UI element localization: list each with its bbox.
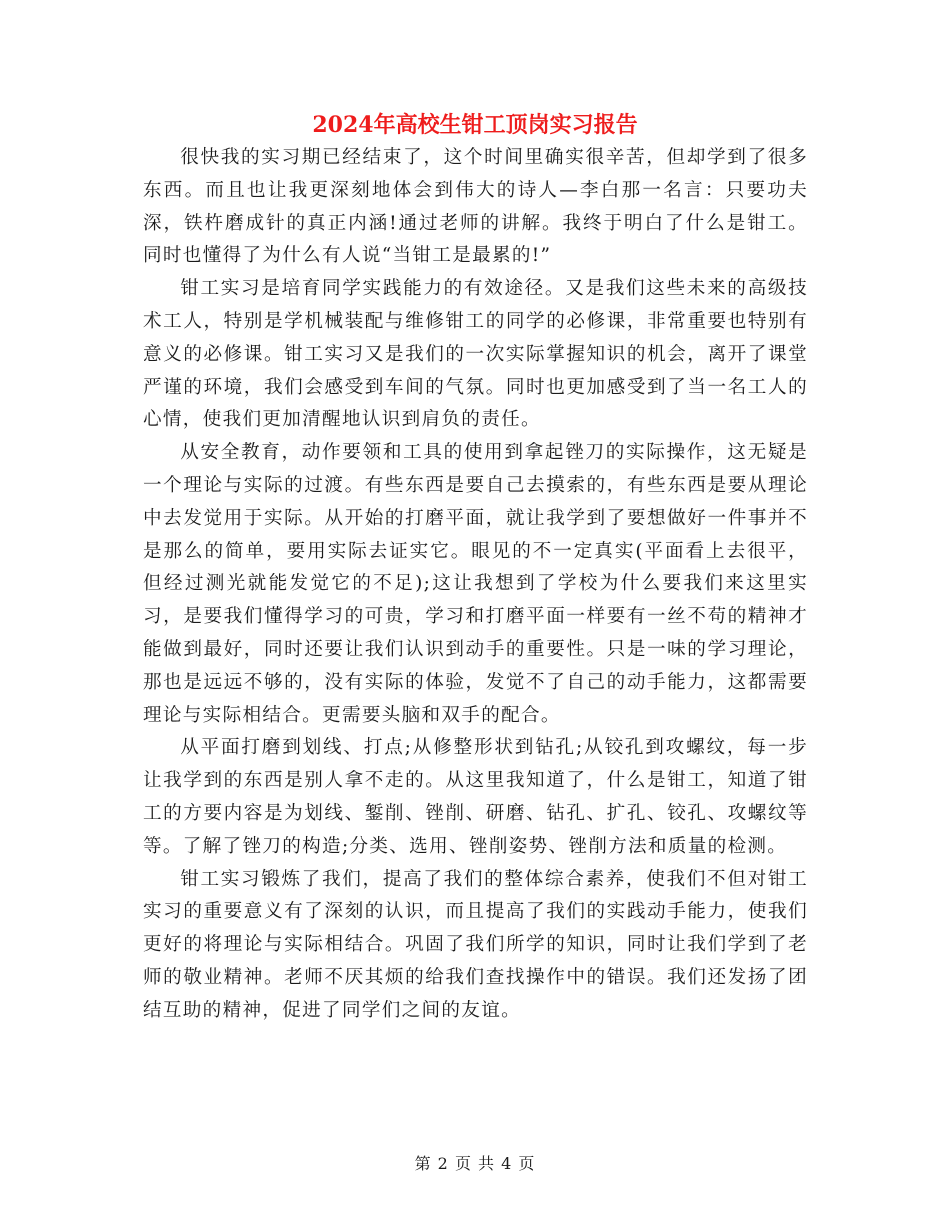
page-number-footer: 第 2 页 共 4 页 — [414, 1154, 536, 1173]
document-body — [143, 142, 808, 1028]
paragraph: 从平面打磨到划线、打点;从修整形状到钻孔;从铰孔到攻螺纹，每一步让我学到的东西是别人拿不走的。从这里我知道了，什么是钳工，知道了钳工的方要内容是为划线、錾削、锉削、研磨、钻孔、扩孔、铰孔、攻螺纹等等。了解了锉刀的构造;分类、选用、锉削姿势、锉削方法和质量的检测。 — [143, 737, 808, 857]
paragraph: 很快我的实习期已经结束了，这个时间里确实很辛苦，但却学到了很多东西。而且也让我更深刻地体会到伟大的诗人—李白那一名言：只要功夫深，铁杵磨成针的真正内涵!通过老师的讲解。我终于明白了什么是钳工。同时也懂得了为什么有人说“当钳工是最累的!” — [143, 147, 808, 267]
paragraph: 钳工实习锻炼了我们，提高了我们的整体综合素养，使我们不但对钳工实习的重要意义有了深刻的认识，而且提高了我们的实践动手能力，使我们更好的将理论与实际相结合。巩固了我们所学的知识，同时让我们学到了老师的敬业精神。老师不厌其烦的给我们查找操作中的错误。我们还发扬了团结互助的精神，促进了同学们之间的友谊。 — [143, 868, 808, 1021]
paragraph: 从安全教育，动作要领和工具的使用到拿起锉刀的实际操作，这无疑是一个理论与实际的过渡。有些东西是要自己去摸索的，有些东西是要从理论中去发觉用于实际。从开始的打磨平面，就让我学到了要想做好一件事并不是那么的简单，要用实际去证实它。眼见的不一定真实(平面看上去很平，但经过测光就能发觉它的不足);这让我想到了学校为什么要我们来这里实习，是要我们懂得学习的可贵，学习和打磨平面一样要有一丝不苟的精神才能做到最好，同时还要让我们认识到动手的重要性。只是一味的学习理论，那也是远远不够的，没有实际的体验，发觉不了自己的动手能力，这都需要理论与实际相结合。更需要头脑和双手的配合。 — [143, 442, 808, 726]
paragraph: 钳工实习是培育同学实践能力的有效途径。又是我们这些未来的高级技术工人，特别是学机械装配与维修钳工的同学的必修课，非常重要也特别有意义的必修课。钳工实习又是我们的一次实际掌握知识的机会，离开了课堂严谨的环境，我们会感受到车间的气氛。同时也更加感受到了当一名工人的心情，使我们更加清醒地认识到肩负的责任。 — [143, 278, 808, 431]
document-title: 2024年高校生钳工顶岗实习报告 — [312, 112, 638, 138]
